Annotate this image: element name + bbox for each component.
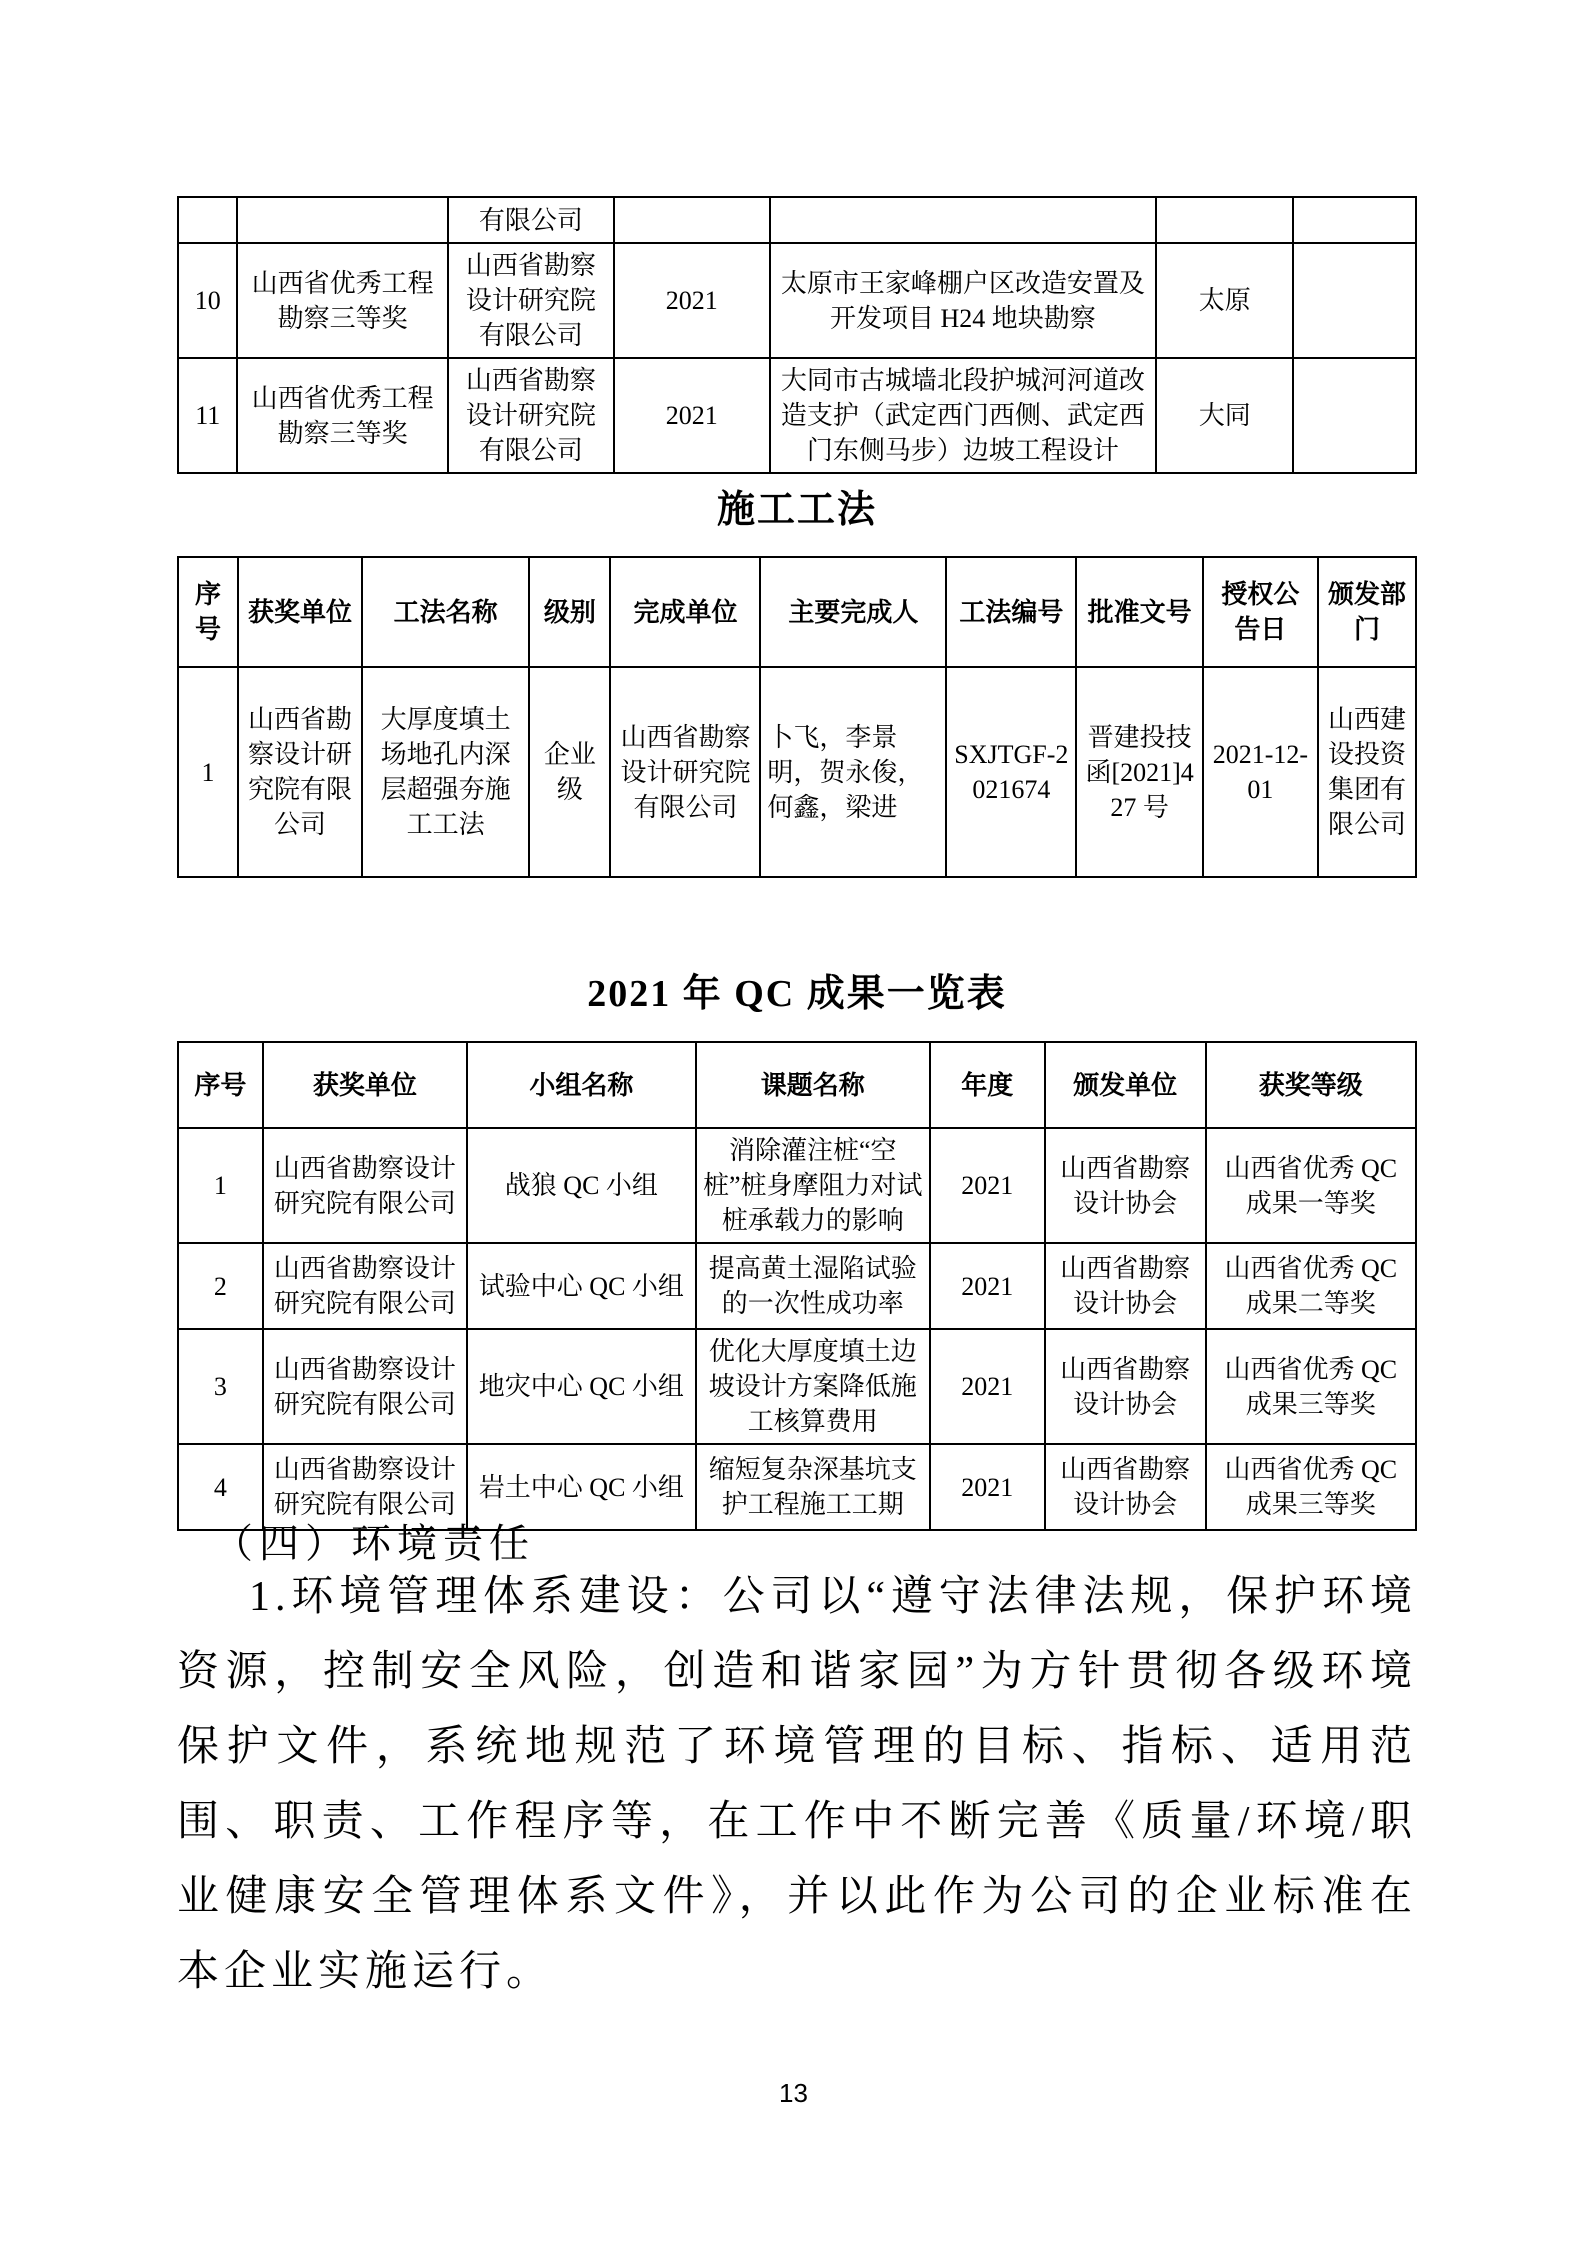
cell-award-unit: 山西省勘察设计研究院有限公司 — [238, 667, 362, 877]
cell-year: 2021 — [614, 358, 770, 473]
header-group-name: 小组名称 — [467, 1042, 696, 1128]
cell-extra — [1293, 197, 1416, 243]
header-method-name: 工法名称 — [362, 557, 529, 667]
table-row — [178, 243, 1416, 358]
cell-topic-name: 提高黄土湿陷试验的一次性成功率 — [696, 1243, 930, 1329]
cell-year — [614, 197, 770, 243]
cell-issue-unit: 山西省勘察设计协会 — [1045, 1329, 1206, 1444]
cell-year: 2021 — [930, 1243, 1045, 1329]
cell-award: 山西省优秀工程勘察三等奖 — [237, 358, 447, 473]
header-level: 级别 — [529, 557, 610, 667]
cell-seq: 11 — [178, 358, 237, 473]
awards-table-continued — [177, 196, 1417, 474]
cell-extra — [1293, 243, 1416, 358]
page-number: 13 — [779, 2078, 808, 2108]
cell-level: 企业级 — [529, 667, 610, 877]
cell-topic-name: 缩短复杂深基坑支护工程施工工期 — [696, 1444, 930, 1530]
cell-seq: 2 — [178, 1243, 263, 1329]
table-row — [178, 358, 1416, 473]
cell-complete-unit: 山西省勘察设计研究院有限公司 — [610, 667, 760, 877]
table-row — [178, 1243, 1416, 1329]
cell-announce-date: 2021-12-01 — [1203, 667, 1318, 877]
header-seq: 序号 — [178, 557, 238, 667]
cell-extra — [1293, 358, 1416, 473]
cell-award-unit: 山西省勘察设计研究院有限公司 — [263, 1444, 467, 1530]
cell-city — [1156, 197, 1293, 243]
cell-group-name: 岩土中心 QC 小组 — [467, 1444, 696, 1530]
header-seq: 序号 — [178, 1042, 263, 1128]
method-table — [177, 556, 1417, 878]
cell-method-name: 大厚度填土场地孔内深层超强夯施工工法 — [362, 667, 529, 877]
cell-seq: 1 — [178, 667, 238, 877]
cell-method-no: SXJTGF-2021674 — [946, 667, 1076, 877]
header-issuer: 颁发部门 — [1318, 557, 1416, 667]
cell-project: 太原市王家峰棚户区改造安置及开发项目 H24 地块勘察 — [770, 243, 1156, 358]
cell-year: 2021 — [930, 1444, 1045, 1530]
cell-award-grade: 山西省优秀 QC 成果一等奖 — [1206, 1128, 1416, 1243]
cell-topic-name: 消除灌注桩“空桩”桩身摩阻力对试桩承载力的影响 — [696, 1128, 930, 1243]
cell-year: 2021 — [930, 1128, 1045, 1243]
cell-seq: 1 — [178, 1128, 263, 1243]
method-table-title: 施工工法 — [716, 489, 877, 531]
cell-seq: 10 — [178, 243, 237, 358]
cell-award-unit: 山西省勘察设计研究院有限公司 — [263, 1128, 467, 1243]
table-row-partial — [178, 197, 1416, 243]
cell-award-grade: 山西省优秀 QC 成果二等奖 — [1206, 1243, 1416, 1329]
header-award-unit: 获奖单位 — [238, 557, 362, 667]
cell-project: 大同市古城墙北段护城河河道改造支护（武定西门西侧、武定西门东侧马步）边坡工程设计 — [770, 358, 1156, 473]
cell-award-unit: 山西省勘察设计研究院有限公司 — [263, 1329, 467, 1444]
cell-award-grade: 山西省优秀 QC 成果三等奖 — [1206, 1444, 1416, 1530]
table-row — [178, 1128, 1416, 1243]
header-approval-no: 批准文号 — [1076, 557, 1202, 667]
cell-city: 太原 — [1156, 243, 1293, 358]
header-award-unit: 获奖单位 — [263, 1042, 467, 1128]
cell-main-completers: 卜飞，李景明，贺永俊，何鑫，梁进 — [760, 667, 946, 877]
cell-group-name: 地灾中心 QC 小组 — [467, 1329, 696, 1444]
cell-unit: 有限公司 — [448, 197, 614, 243]
cell-award-grade: 山西省优秀 QC 成果三等奖 — [1206, 1329, 1416, 1444]
qc-table — [177, 1041, 1417, 1531]
table-row — [178, 667, 1416, 877]
header-topic-name: 课题名称 — [696, 1042, 930, 1128]
cell-group-name: 试验中心 QC 小组 — [467, 1243, 696, 1329]
header-complete-unit: 完成单位 — [610, 557, 760, 667]
cell-project — [770, 197, 1156, 243]
cell-unit: 山西省勘察设计研究院有限公司 — [448, 243, 614, 358]
qc-table-title: 2021 年 QC 成果一览表 — [587, 973, 1007, 1015]
header-method-no: 工法编号 — [946, 557, 1076, 667]
cell-unit: 山西省勘察设计研究院有限公司 — [448, 358, 614, 473]
cell-year: 2021 — [930, 1329, 1045, 1444]
header-year: 年度 — [930, 1042, 1045, 1128]
header-main-completers: 主要完成人 — [760, 557, 946, 667]
cell-award-unit: 山西省勘察设计研究院有限公司 — [263, 1243, 467, 1329]
cell-year: 2021 — [614, 243, 770, 358]
cell-issue-unit: 山西省勘察设计协会 — [1045, 1128, 1206, 1243]
cell-issuer: 山西建设投资集团有限公司 — [1318, 667, 1416, 877]
cell-topic-name: 优化大厚度填土边坡设计方案降低施工核算费用 — [696, 1329, 930, 1444]
header-award-grade: 获奖等级 — [1206, 1042, 1416, 1128]
header-announce-date: 授权公告日 — [1203, 557, 1318, 667]
cell-seq: 4 — [178, 1444, 263, 1530]
cell-approval-no: 晋建投技函[2021]427 号 — [1076, 667, 1202, 877]
table-header-row — [178, 1042, 1416, 1128]
table-row — [178, 1329, 1416, 1444]
header-issue-unit: 颁发单位 — [1045, 1042, 1206, 1128]
cell-seq — [178, 197, 237, 243]
cell-city: 大同 — [1156, 358, 1293, 473]
cell-seq: 3 — [178, 1329, 263, 1444]
cell-group-name: 战狼 QC 小组 — [467, 1128, 696, 1243]
cell-issue-unit: 山西省勘察设计协会 — [1045, 1444, 1206, 1530]
cell-issue-unit: 山西省勘察设计协会 — [1045, 1243, 1206, 1329]
cell-award — [237, 197, 447, 243]
cell-award: 山西省优秀工程勘察三等奖 — [237, 243, 447, 358]
env-section-heading: （四）环境责任 — [213, 1521, 535, 1566]
env-section-paragraph: 1.环境管理体系建设：公司以“遵守法律法规，保护环境资源，控制安全风险，创造和谐家园”为方针贯彻各级环境保护文件，系统地规范了环境管理的目标、指标、适用范围、职责、工作程序等，在工作中不断完善《质量/环境/职业健康安全管理体系文件》，并以此作为公司的企业标准在本企业实施运行。 — [177, 1574, 1417, 1995]
table-header-row — [178, 557, 1416, 667]
